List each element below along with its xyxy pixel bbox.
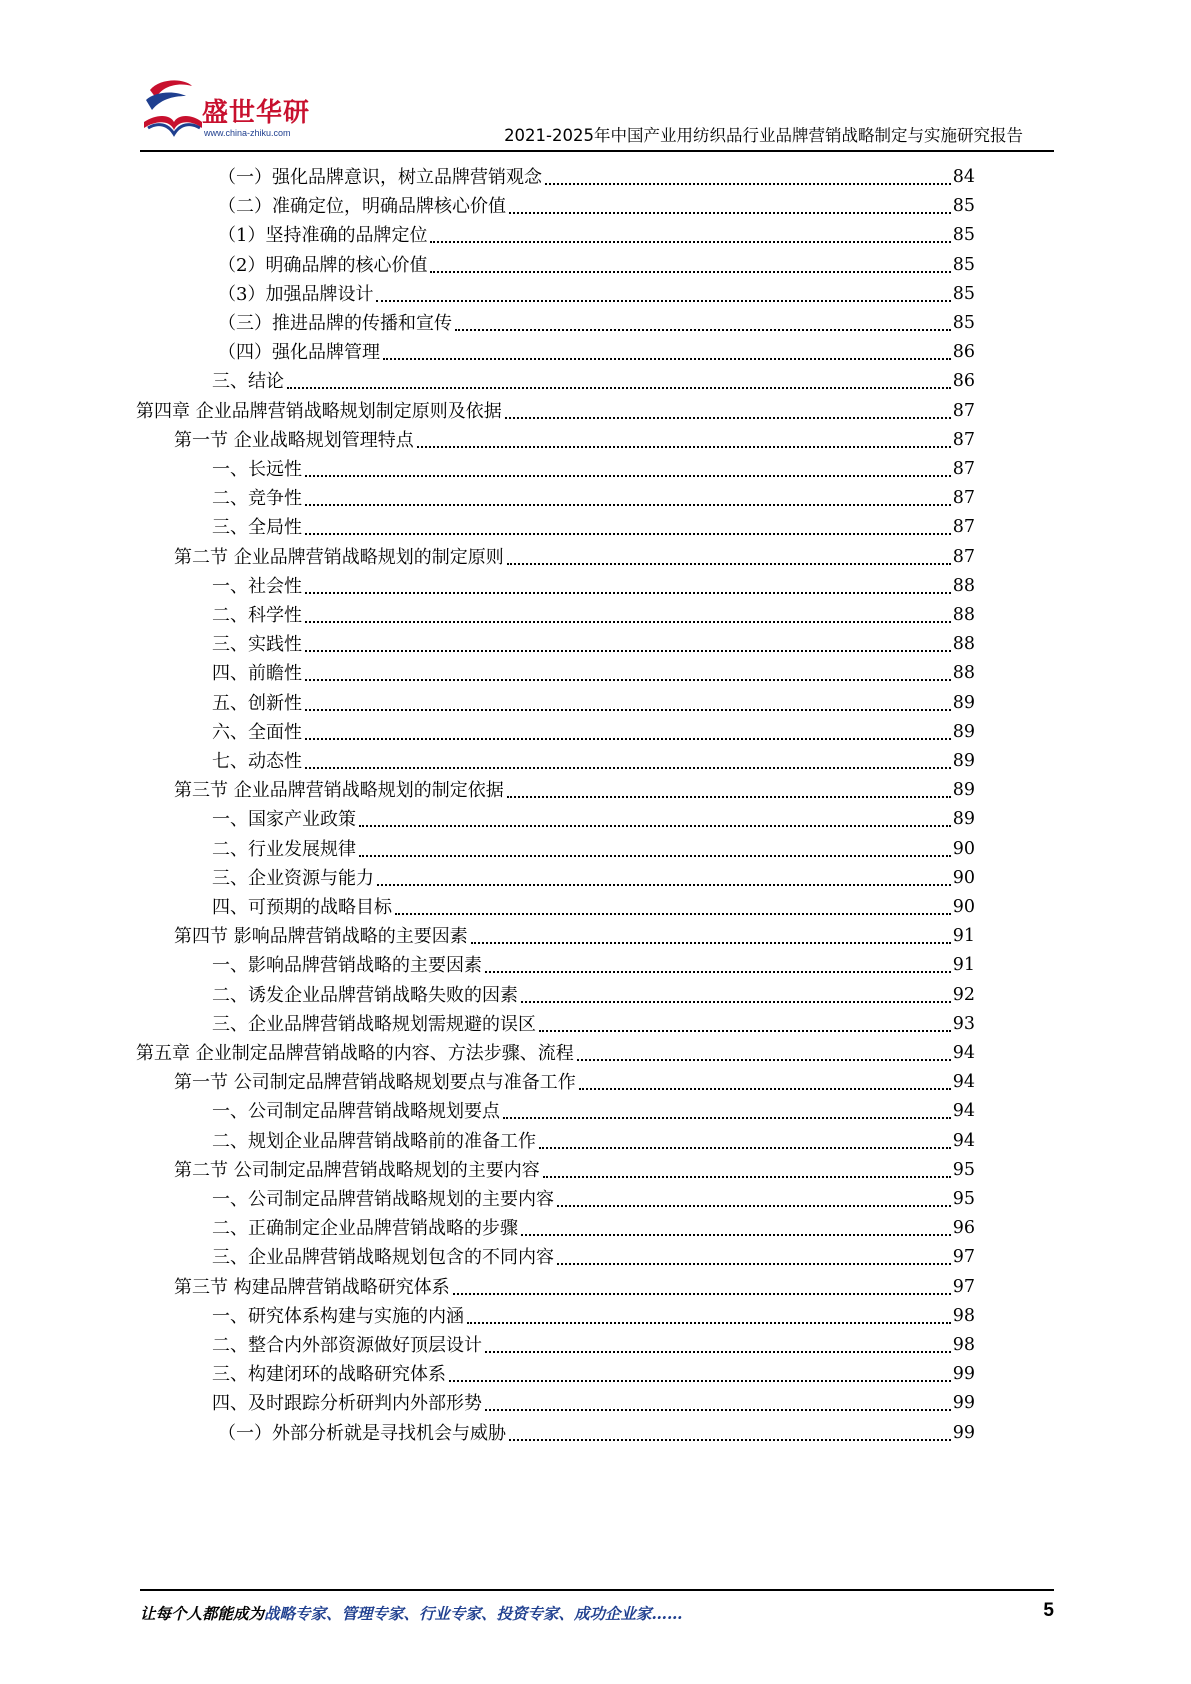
toc-entry-label: （四）强化品牌管理 xyxy=(218,342,380,364)
toc-entry-page: 92 xyxy=(952,984,975,1005)
toc-leader-dots xyxy=(453,1281,951,1295)
toc-entry[interactable] xyxy=(212,746,975,777)
toc-entry-page: 85 xyxy=(952,225,975,246)
toc-leader-dots xyxy=(543,1164,951,1178)
logo-url: www.china-zhiku.com xyxy=(204,128,291,138)
toc-leader-dots xyxy=(395,901,951,915)
toc-entry-page: 98 xyxy=(952,1305,975,1326)
toc-entry[interactable] xyxy=(174,775,975,806)
toc-entry-label: 二、整合内外部资源做好顶层设计 xyxy=(212,1335,482,1356)
toc-entry-label: 四、前瞻性 xyxy=(212,663,302,685)
toc-entry-label: 四、可预期的战略目标 xyxy=(212,897,392,918)
toc-leader-dots xyxy=(359,843,951,857)
toc-entry-page: 89 xyxy=(952,780,975,801)
toc-entry-label: 七、动态性 xyxy=(212,751,302,772)
toc-leader-dots xyxy=(521,989,951,1003)
toc-leader-dots xyxy=(557,1193,951,1207)
toc-entry[interactable] xyxy=(174,1272,975,1303)
toc-entry-page: 85 xyxy=(952,196,975,217)
toc-entry-page: 85 xyxy=(952,313,975,333)
toc-entry-page: 97 xyxy=(952,1276,975,1297)
toc-leader-dots xyxy=(305,697,951,711)
toc-entry[interactable] xyxy=(218,250,975,281)
toc-leader-dots xyxy=(305,755,951,769)
toc-entry-label: 二、竞争性 xyxy=(212,488,302,510)
toc-entry[interactable] xyxy=(212,1242,975,1273)
toc-entry[interactable] xyxy=(174,542,975,573)
header-divider xyxy=(140,150,1054,152)
toc-entry-page: 99 xyxy=(952,1422,975,1443)
toc-entry-page: 88 xyxy=(952,634,975,655)
toc-leader-dots xyxy=(485,959,951,973)
toc-entry[interactable] xyxy=(218,279,975,310)
toc-leader-dots xyxy=(509,1427,951,1441)
toc-leader-dots xyxy=(485,1397,951,1411)
toc-entry[interactable] xyxy=(212,717,975,748)
toc-entry-label: 一、公司制定品牌营销战略规划要点 xyxy=(212,1101,500,1123)
toc-entry-label: 第一节 企业战略规划管理特点 xyxy=(174,429,414,451)
toc-entry[interactable] xyxy=(218,337,975,368)
toc-leader-dots xyxy=(507,784,951,798)
toc-entry-page: 94 xyxy=(952,1072,975,1093)
toc-entry-label: （三）推进品牌的传播和宣传 xyxy=(218,313,452,334)
toc-leader-dots xyxy=(305,609,951,623)
toc-leader-dots xyxy=(507,551,951,565)
toc-entry-label: （3）加强品牌设计 xyxy=(218,283,374,305)
toc-entry[interactable] xyxy=(218,308,975,339)
toc-entry-label: 三、全局性 xyxy=(212,517,302,539)
toc-entry[interactable] xyxy=(212,1009,975,1040)
toc-entry-page: 96 xyxy=(952,1218,975,1239)
toc-entry-label: 二、正确制定企业品牌营销战略的步骤 xyxy=(212,1218,518,1240)
footer-slogan xyxy=(140,1602,1054,1628)
toc-entry-page: 89 xyxy=(952,692,975,713)
toc-entry-label: 三、结论 xyxy=(212,371,284,393)
toc-leader-dots xyxy=(577,1047,951,1061)
toc-entry-label: 二、行业发展规律 xyxy=(212,838,356,860)
toc-entry-page: 95 xyxy=(952,1189,975,1209)
toc-entry[interactable] xyxy=(136,396,975,427)
toc-leader-dots xyxy=(430,229,950,243)
toc-leader-dots xyxy=(579,1076,951,1090)
toc-entry-page: 91 xyxy=(952,926,975,947)
toc-entry-page: 84 xyxy=(952,167,975,187)
toc-entry-label: 第二节 公司制定品牌营销战略规划的主要内容 xyxy=(174,1159,540,1181)
toc-entry-page: 90 xyxy=(952,897,975,917)
toc-leader-dots xyxy=(305,638,951,652)
report-title: 2021-2025年中国产业用纺织品行业品牌营销战略制定与实施研究报告 xyxy=(504,126,1023,145)
toc-entry[interactable] xyxy=(174,1067,975,1098)
toc-leader-dots xyxy=(471,930,951,944)
toc-leader-dots xyxy=(545,171,951,185)
toc-leader-dots xyxy=(455,317,951,331)
toc-leader-dots xyxy=(376,288,950,302)
toc-entry-label: 第二节 企业品牌营销战略规划的制定原则 xyxy=(174,546,504,568)
toc-entry-page: 94 xyxy=(952,1130,975,1151)
toc-entry-label: 四、及时跟踪分析研判内外部形势 xyxy=(212,1393,482,1415)
toc-entry-page: 85 xyxy=(952,283,975,304)
toc-entry[interactable] xyxy=(174,1155,975,1186)
toc-leader-dots xyxy=(521,1222,951,1236)
toc-entry[interactable] xyxy=(212,980,975,1011)
toc-entry[interactable] xyxy=(212,454,975,485)
toc-entry-label: （二）准确定位，明确品牌核心价值 xyxy=(218,196,506,218)
page-number: 5 xyxy=(1043,1600,1054,1621)
toc-leader-dots xyxy=(305,580,951,594)
toc-entry-page: 87 xyxy=(952,546,975,567)
toc-entry-page: 98 xyxy=(952,1335,975,1355)
toc-entry-label: 第五章 企业制定品牌营销战略的内容、方法步骤、流程 xyxy=(136,1043,574,1064)
toc-entry-page: 97 xyxy=(952,1247,975,1268)
toc-entry-page: 88 xyxy=(952,663,975,684)
toc-leader-dots xyxy=(430,259,950,273)
toc-leader-dots xyxy=(539,1018,951,1032)
toc-entry-page: 87 xyxy=(952,459,975,479)
toc-leader-dots xyxy=(287,375,951,389)
toc-entry-page: 93 xyxy=(952,1013,975,1034)
toc-entry-label: 三、企业资源与能力 xyxy=(212,867,374,889)
toc-leader-dots xyxy=(305,521,951,535)
toc-entry-label: 三、构建闭环的战略研究体系 xyxy=(212,1364,446,1386)
toc-entry[interactable] xyxy=(212,629,975,660)
toc-entry-label: 三、企业品牌营销战略规划需规避的误区 xyxy=(212,1013,536,1035)
toc-entry-label: 三、实践性 xyxy=(212,634,302,656)
toc-entry[interactable] xyxy=(212,1184,975,1215)
toc-entry-label: 第一节 公司制定品牌营销战略规划要点与准备工作 xyxy=(174,1072,576,1094)
toc-leader-dots xyxy=(557,1251,951,1265)
toc-leader-dots xyxy=(417,434,951,448)
toc-entry[interactable] xyxy=(212,950,975,981)
toc-entry-label: 第三节 企业品牌营销战略规划的制定依据 xyxy=(174,780,504,802)
toc-entry-page: 94 xyxy=(952,1043,975,1063)
toc-entry[interactable] xyxy=(174,425,975,456)
toc-entry[interactable] xyxy=(212,600,975,631)
toc-entry[interactable] xyxy=(212,1213,975,1244)
toc-entry-label: 第三节 构建品牌营销战略研究体系 xyxy=(174,1276,450,1298)
toc-entry[interactable] xyxy=(212,366,975,397)
toc-entry-page: 95 xyxy=(952,1159,975,1180)
toc-entry[interactable] xyxy=(218,162,975,193)
toc-entry-label: 一、影响品牌营销战略的主要因素 xyxy=(212,955,482,977)
footer-highlight: 战略专家、管理专家、行业专家、投资专家、成功企业家…… xyxy=(264,1604,683,1623)
toc-entry[interactable] xyxy=(218,220,975,251)
toc-entry-label: 三、企业品牌营销战略规划包含的不同内容 xyxy=(212,1247,554,1269)
toc-entry-label: 二、科学性 xyxy=(212,605,302,626)
toc-entry-label: （一）外部分析就是寻找机会与威胁 xyxy=(218,1422,506,1444)
toc-entry[interactable] xyxy=(212,658,975,689)
toc-entry-page: 91 xyxy=(952,955,975,976)
toc-entry[interactable] xyxy=(212,1126,975,1157)
toc-entry-label: 二、诱发企业品牌营销战略失败的因素 xyxy=(212,984,518,1006)
toc-leader-dots xyxy=(305,492,951,506)
logo-emblem-icon xyxy=(140,78,206,142)
toc-entry-label: （一）强化品牌意识，树立品牌营销观念 xyxy=(218,167,542,188)
toc-entry-page: 99 xyxy=(952,1393,975,1414)
toc-leader-dots xyxy=(503,1105,951,1119)
toc-entry[interactable] xyxy=(218,191,975,222)
toc-entry-page: 87 xyxy=(952,488,975,509)
toc-leader-dots xyxy=(359,813,951,827)
toc-leader-dots xyxy=(383,346,951,360)
toc-entry-label: 一、社会性 xyxy=(212,575,302,597)
toc-entry[interactable] xyxy=(212,483,975,514)
toc-entry-label: 一、国家产业政策 xyxy=(212,809,356,831)
footer-prefix: 让每个人都能成为 xyxy=(140,1604,265,1623)
footer-divider xyxy=(140,1589,1054,1591)
toc-entry[interactable] xyxy=(212,688,975,719)
toc-leader-dots xyxy=(505,405,951,419)
toc-entry[interactable] xyxy=(212,1301,975,1332)
toc-entry-page: 89 xyxy=(952,751,975,771)
toc-entry[interactable] xyxy=(212,834,975,865)
toc-entry-page: 86 xyxy=(952,371,975,392)
logo-name: 盛世华研 xyxy=(202,98,311,128)
toc-entry[interactable] xyxy=(212,1330,975,1361)
toc-entry-label: （1）坚持准确的品牌定位 xyxy=(218,225,428,247)
toc-entry[interactable] xyxy=(212,804,975,835)
toc-entry-page: 94 xyxy=(952,1101,975,1122)
toc-leader-dots xyxy=(449,1368,951,1382)
toc-leader-dots xyxy=(305,463,951,477)
toc-entry-page: 87 xyxy=(952,400,975,421)
toc-entry-label: （2）明确品牌的核心价值 xyxy=(218,254,428,276)
toc-leader-dots xyxy=(539,1135,951,1149)
toc-leader-dots xyxy=(377,872,951,886)
toc-leader-dots xyxy=(305,726,951,740)
toc-entry[interactable] xyxy=(218,1418,975,1449)
toc-entry-page: 90 xyxy=(952,867,975,888)
toc-entry-page: 87 xyxy=(952,429,975,450)
toc-entry-label: 一、长远性 xyxy=(212,459,302,480)
toc-leader-dots xyxy=(467,1310,951,1324)
toc-entry-label: 第四节 影响品牌营销战略的主要因素 xyxy=(174,926,468,948)
toc-entry-label: 六、全面性 xyxy=(212,721,302,743)
toc-entry-page: 89 xyxy=(952,809,975,830)
page-header xyxy=(0,0,1191,150)
toc-entry[interactable] xyxy=(136,1038,975,1069)
toc-entry[interactable] xyxy=(174,921,975,952)
toc-entry-page: 85 xyxy=(952,254,975,275)
toc-entry-page: 88 xyxy=(952,575,975,596)
toc-entry[interactable] xyxy=(212,863,975,894)
toc-entry-page: 90 xyxy=(952,838,975,859)
toc-entry-page: 87 xyxy=(952,517,975,538)
toc-entry-label: 一、公司制定品牌营销战略规划的主要内容 xyxy=(212,1189,554,1210)
toc-leader-dots xyxy=(509,200,951,214)
toc-entry-page: 89 xyxy=(952,721,975,742)
toc-entry[interactable] xyxy=(212,1359,975,1390)
toc-leader-dots xyxy=(305,667,951,681)
company-logo xyxy=(140,78,315,148)
toc-entry-label: 一、研究体系构建与实施的内涵 xyxy=(212,1305,464,1327)
toc-entry[interactable] xyxy=(212,512,975,543)
toc-entry-label: 二、规划企业品牌营销战略前的准备工作 xyxy=(212,1130,536,1152)
toc-entry-page: 99 xyxy=(952,1364,975,1385)
toc-entry[interactable] xyxy=(212,1096,975,1127)
toc-entry-page: 88 xyxy=(952,605,975,625)
toc-entry-label: 第四章 企业品牌营销战略规划制定原则及依据 xyxy=(136,400,502,422)
toc-entry-page: 86 xyxy=(952,342,975,363)
toc-entry[interactable] xyxy=(212,571,975,602)
toc-entry[interactable] xyxy=(212,1388,975,1419)
toc-entry-label: 五、创新性 xyxy=(212,692,302,714)
toc-leader-dots xyxy=(485,1339,951,1353)
toc-entry[interactable] xyxy=(212,892,975,923)
